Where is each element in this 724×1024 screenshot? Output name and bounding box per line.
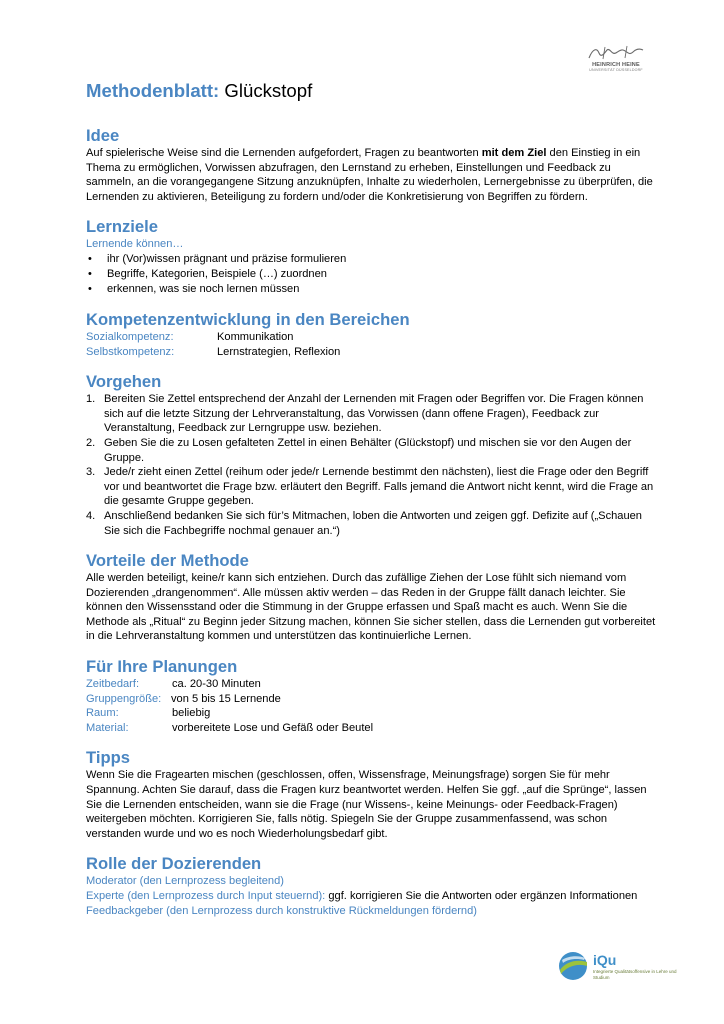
iqu-subtitle: Integrierte Qualitätsoffensive in Lehre und Studium [593, 969, 677, 980]
rolle-experte-text: ggf. korrigieren Sie die Antworten oder ergänzen Informationen [325, 890, 638, 902]
list-item: • erkennen, was sie noch lernen müssen [86, 282, 656, 297]
lernziele-list [86, 252, 656, 297]
lernziele-intro: Lernende können… [86, 238, 184, 251]
kompetenz-row [86, 345, 656, 360]
iqu-name: iQu [593, 952, 617, 968]
section-heading-planungen: Für Ihre Planungen [86, 657, 238, 677]
university-name: HEINRICH HEINE [592, 62, 640, 68]
idee-text-bold: mit dem Ziel [481, 147, 547, 159]
kompetenz-value: Lernstrategien, Reflexion [217, 345, 341, 358]
planungen-label: Gruppengröße: [86, 692, 162, 705]
step-number: 1. [86, 393, 96, 406]
planungen-label: Raum: [86, 707, 119, 720]
tipps-text: Wenn Sie die Fragearten mischen (geschlossen, offen, Wissensfrage, Meinungsfrage) sorgen Sie für mehr Spannung. Achten Sie darauf, dass die Fragen kurz beantwortet werden. Helfen Sie ggf. „auf die Sprünge“, lassen Sie die Lernenden entscheiden, wann sie die Frage (nur Wissens-, keine Meinungs- oder Feedback-Fragen) weitergeben möchten. Korrigieren Sie, falls nötig. Spiegeln Sie der Gruppe zusammenfassend, was schon verstanden wurde und wo es noch Wiederholungsbedarf gibt. [86, 769, 647, 840]
section-heading-vorteile: Vorteile der Methode [86, 551, 249, 571]
step-text: Geben Sie die zu Losen gefalteten Zettel in einen Behälter (Glückstopf) und mischen sie vor den Augen der Gruppe. [104, 436, 632, 464]
globe-icon [556, 949, 590, 983]
planungen-row [86, 721, 656, 736]
step-item [86, 509, 656, 538]
idee-text [86, 146, 656, 204]
rolle-experte-label: Experte (den Lernprozess durch Input steuernd): [86, 890, 326, 902]
idee-text-end: den Einstieg in ein Thema zu ermöglichen, Vorwissen abzufragen, den Lernstand zu erheben, Einstellungen und Feedback zu sammeln, an die vorangegangene Sitzung anzuknüpfen, Inhalte zu wiederholen, Lernergebnisse zu überprüfen, die Lernenden zu aktivieren, Beteiligung zu fordern und/oder die Konkretisierung von Begriffen zu fördern. [86, 147, 653, 203]
step-number: 3. [86, 466, 96, 479]
step-item [86, 392, 656, 436]
section-heading-vorgehen: Vorgehen [86, 372, 162, 392]
title-accent: Methodenblatt: [86, 80, 220, 101]
vorgehen-list [86, 392, 656, 538]
planungen-row [86, 677, 656, 692]
section-vorgehen [86, 372, 656, 538]
section-idee [86, 126, 656, 204]
planungen-value: vorbereitete Lose und Gefäß oder Beutel [172, 721, 374, 734]
step-text: Anschließend bedanken Sie sich für’s Mitmachen, loben die Antworten und zeigen ggf. Defizite auf („Schauen Sie sich die Fachbegriffe nochmal genauer an.“) [104, 509, 642, 537]
section-vorteile [86, 551, 656, 644]
planungen-value: ca. 20-30 Minuten [172, 678, 261, 691]
step-item [86, 436, 656, 465]
university-logo [583, 44, 649, 74]
step-text: Bereiten Sie Zettel entsprechend der Anzahl der Lernenden mit Fragen oder Begriffen vor. Die Fragen können sich auf die letzte Sitzung der Lehrveranstaltung, das Vorwissen (dann offene Fragen), Feedback zur Veranstaltung, Feedback zur Lerngruppe usw. beziehen. [104, 393, 644, 435]
section-lernziele [86, 217, 656, 297]
planungen-value: beliebig [172, 707, 211, 720]
rolle-feedback: Feedbackgeber (den Lernprozess durch konstruktive Rückmeldungen fördernd) [86, 904, 477, 917]
section-tipps [86, 748, 656, 841]
kompetenz-label: Sozialkompetenz: [86, 330, 174, 343]
list-item: • ihr (Vor)wissen prägnant und präzise formulieren [86, 252, 656, 267]
kompetenz-value: Kommunikation [217, 330, 294, 343]
document-body [86, 79, 656, 931]
university-subtitle: UNIVERSITÄT DÜSSELDORF [589, 68, 643, 72]
title-name: Glückstopf [224, 80, 313, 101]
page-title [86, 79, 656, 103]
section-heading-idee: Idee [86, 126, 120, 145]
planungen-value: von 5 bis 15 Lernende [171, 692, 281, 705]
section-heading-rolle: Rolle der Dozierenden [86, 854, 262, 874]
idee-text-start: Auf spielerische Weise sind die Lernenden aufgefordert, Fragen zu beantworten [86, 147, 482, 159]
section-rolle [86, 854, 656, 918]
planungen-label: Zeitbedarf: [86, 678, 140, 691]
kompetenz-label: Selbstkompetenz: [86, 345, 175, 358]
planungen-label: Material: [86, 721, 129, 734]
section-planungen [86, 657, 656, 735]
signature-icon [583, 44, 649, 62]
planungen-row [86, 706, 656, 721]
vorteile-text: Alle werden beteiligt, keine/r kann sich entziehen. Durch das zufällige Ziehen der Lose fühlt sich niemand vom Dozierenden „drangenommen“. Alle müssen aktiv werden – das Reden in der Gruppe fällt danach leichter. Sie können den Wissensstand oder die Stimmung in der Gruppe erfassen und Spaß macht es auch. Wenn Sie die Methode als „Ritual“ zu Beginn jeder Sitzung machen, können Sie sicher stellen, dass die Lernenden gut vorbereitet in die Lehrveranstaltung kommen und unterstützen das kontinuierliche Lernen. [86, 572, 656, 643]
section-heading-kompetenz: Kompetenzentwicklung in den Bereichen [86, 309, 410, 329]
rolle-moderator: Moderator (den Lernprozess begleitend) [86, 875, 284, 888]
rolle-experte [86, 889, 656, 904]
iqu-logo [556, 949, 676, 989]
list-item: • Begriffe, Kategorien, Beispiele (…) zuordnen [86, 267, 656, 282]
step-item [86, 465, 656, 509]
section-kompetenz [86, 310, 656, 359]
kompetenz-row [86, 330, 656, 345]
section-heading-lernziele: Lernziele [86, 217, 158, 237]
section-heading-tipps: Tipps [86, 748, 130, 768]
step-number: 4. [86, 509, 96, 522]
planungen-row [86, 692, 656, 707]
step-text: Jede/r zieht einen Zettel (reihum oder jede/r Lernende bestimmt den nächsten), liest die Frage oder den Begriff vor und beantwortet die Frage bzw. erläutert den Begriff. Falls jemand die Antwort nicht kennt, wird die Frage an die gesamte Gruppe gegeben. [104, 466, 654, 508]
step-number: 2. [86, 436, 96, 449]
